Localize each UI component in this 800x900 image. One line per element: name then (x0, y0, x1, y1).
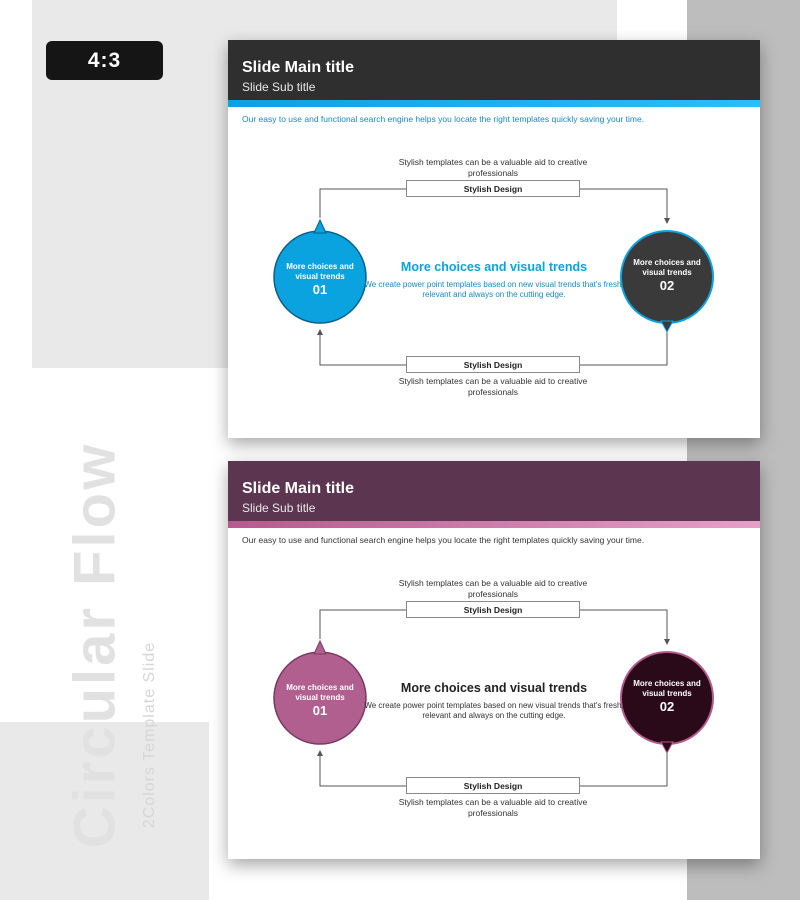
circle-label: More choices and visual trends (633, 679, 701, 698)
slide-intro-text: Our easy to use and functional search engine helps you locate the right templates quickly saving your time. (242, 114, 645, 124)
circle-number: 01 (312, 282, 328, 297)
slide-subtitle: Slide Sub title (242, 80, 316, 94)
side-title: Circular Flow (62, 441, 128, 849)
arrow-up-icon (317, 750, 323, 756)
circle-label: More choices and visual trends (286, 262, 354, 281)
circle-01-text (275, 683, 365, 719)
flow-caption-top: Stylish templates can be a valuable aid to creative professionals (398, 578, 588, 599)
aspect-ratio-badge: 4:3 (46, 41, 163, 80)
side-subtitle: 2Colors Template Slide (141, 641, 158, 829)
slide-title: Slide Main title (242, 480, 355, 497)
slide-preview-purple[interactable] (228, 461, 760, 859)
circle-pointer (314, 641, 326, 654)
center-description: We create power point templates based on new visual trends that's fresh, relevant and always on the cutting edge. (364, 701, 624, 720)
circle-number: 02 (659, 699, 675, 714)
circle-label: More choices and visual trends (286, 683, 354, 702)
slide-intro-text: Our easy to use and functional search engine helps you locate the right templates quickly saving your time. (242, 535, 645, 545)
arrow-down-icon (664, 218, 670, 224)
slide-subtitle: Slide Sub title (242, 501, 316, 515)
circle-pointer (661, 321, 673, 332)
center-heading: More choices and visual trends (400, 260, 588, 274)
center-heading: More choices and visual trends (400, 681, 588, 695)
flow-box-top: Stylish Design (406, 601, 580, 618)
circle-02-text (622, 258, 712, 294)
circle-pointer (314, 220, 326, 233)
center-description: We create power point templates based on new visual trends that's fresh, relevant and always on the cutting edge. (364, 280, 624, 299)
flow-box-bottom: Stylish Design (406, 777, 580, 794)
flow-box-bottom: Stylish Design (406, 356, 580, 373)
arrow-down-icon (664, 639, 670, 645)
flow-caption-bottom: Stylish templates can be a valuable aid to creative professionals (398, 797, 588, 818)
circle-label: More choices and visual trends (633, 258, 701, 277)
flow-caption-bottom: Stylish templates can be a valuable aid to creative professionals (398, 376, 588, 397)
arrow-up-icon (317, 329, 323, 335)
flow-caption-top: Stylish templates can be a valuable aid to creative professionals (398, 157, 588, 178)
circle-pointer (661, 742, 673, 753)
flow-box-top: Stylish Design (406, 180, 580, 197)
circle-number: 02 (659, 278, 675, 293)
slide-title: Slide Main title (242, 59, 355, 76)
circle-number: 01 (312, 703, 328, 718)
circle-01-text (275, 262, 365, 298)
slide-preview-blue[interactable] (228, 40, 760, 438)
circle-02-text (622, 679, 712, 715)
